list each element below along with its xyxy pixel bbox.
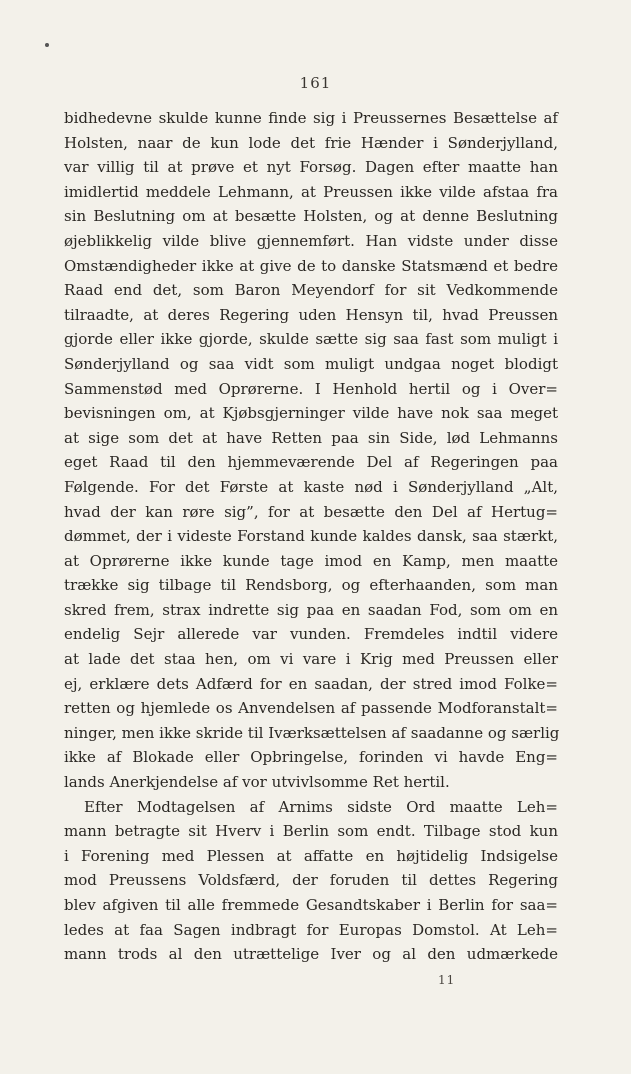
print-speck: [45, 43, 49, 47]
text-line: Sammenstød med Oprørerne. I Henhold hertil og i Over=: [64, 379, 558, 398]
text-line: Omstændigheder ikke at give de to danske Statsmænd et bedre: [64, 256, 558, 275]
text-line: skred frem, strax indrette sig paa en saadan Fod, som om en: [64, 600, 558, 619]
text-line: Efter Modtagelsen af Arnims sidste Ord maatte Leh=: [84, 797, 558, 816]
page-number: 161: [299, 74, 332, 92]
text-line: tilraadte, at deres Regering uden Hensyn til, hvad Preussen: [64, 305, 558, 324]
signature-mark: 11: [438, 973, 456, 987]
text-line: at lade det staa hen, om vi vare i Krig med Preussen eller: [64, 650, 558, 669]
text-line: at Oprørerne ikke kunde tage imod en Kamp, men maatte: [64, 551, 558, 570]
text-line: mod Preussens Voldsfærd, der foruden til dettes Regering: [64, 871, 558, 890]
text-line: var villig til at prøve et nyt Forsøg. Dagen efter maatte han: [64, 158, 558, 177]
text-line: ledes at faa Sagen indbragt for Europas Domstol. At Leh=: [64, 920, 558, 939]
text-line: retten og hjemlede os Anvendelsen af passende Modforanstalt=: [64, 699, 558, 718]
text-line: bevisningen om, at Kjøbsgjerninger vilde have nok saa meget: [64, 404, 558, 423]
body-text: [64, 106, 558, 967]
text-line: Følgende. For det Første at kaste nød i Sønderjylland „Alt,: [64, 477, 558, 496]
text-line: lands Anerkjendelse af vor utvivlsomme Ret hertil.: [64, 773, 450, 792]
text-line: sin Beslutning om at besætte Holsten, og at denne Beslutning: [64, 207, 558, 226]
text-line: Holsten, naar de kun lode det frie Hænder i Sønderjylland,: [64, 133, 558, 152]
text-line: endelig Sejr allerede var vunden. Fremdeles indtil videre: [64, 625, 558, 644]
text-line: trække sig tilbage til Rendsborg, og efterhaanden, som man: [64, 576, 558, 595]
text-line: imidlertid meddele Lehmann, at Preussen ikke vilde afstaa fra: [64, 182, 558, 201]
text-line: eget Raad til den hjemmeværende Del af Regeringen paa: [64, 453, 558, 472]
text-line: bidhedevne skulde kunne finde sig i Preussernes Besættelse af: [64, 109, 558, 127]
text-line: mann trods al den utrættelige Iver og al den udmærkede: [64, 945, 558, 964]
text-line: hvad der kan røre sig”, for at besætte den Del af Hertug=: [64, 502, 558, 521]
text-line: ikke af Blokade eller Opbringelse, forinden vi havde Eng=: [64, 748, 558, 767]
text-line: ninger, men ikke skride til Iværksættelsen af saadanne og særlig: [64, 723, 560, 742]
text-line: Raad end det, som Baron Meyendorf for sit Vedkommende: [64, 281, 558, 300]
text-line: blev afgiven til alle fremmede Gesandtskaber i Berlin for saa=: [64, 896, 558, 914]
text-line: Sønderjylland og saa vidt som muligt undgaa noget blodigt: [64, 354, 558, 373]
text-line: ej, erklære dets Adfærd for en saadan, der stred imod Folke=: [64, 674, 558, 693]
text-line: i Forening med Plessen at affatte en højtidelig Indsigelse: [64, 846, 558, 865]
text-line: øjeblikkelig vilde blive gjennemført. Han vidste under disse: [64, 231, 558, 250]
text-line: gjorde eller ikke gjorde, skulde sætte sig saa fast som muligt i: [64, 330, 558, 349]
text-line: mann betragte sit Hverv i Berlin som endt. Tilbage stod kun: [64, 822, 558, 841]
text-line: at sige som det at have Retten paa sin Side, lød Lehmanns: [64, 428, 558, 447]
text-line: dømmet, der i videste Forstand kunde kaldes dansk, saa stærkt,: [64, 527, 558, 546]
